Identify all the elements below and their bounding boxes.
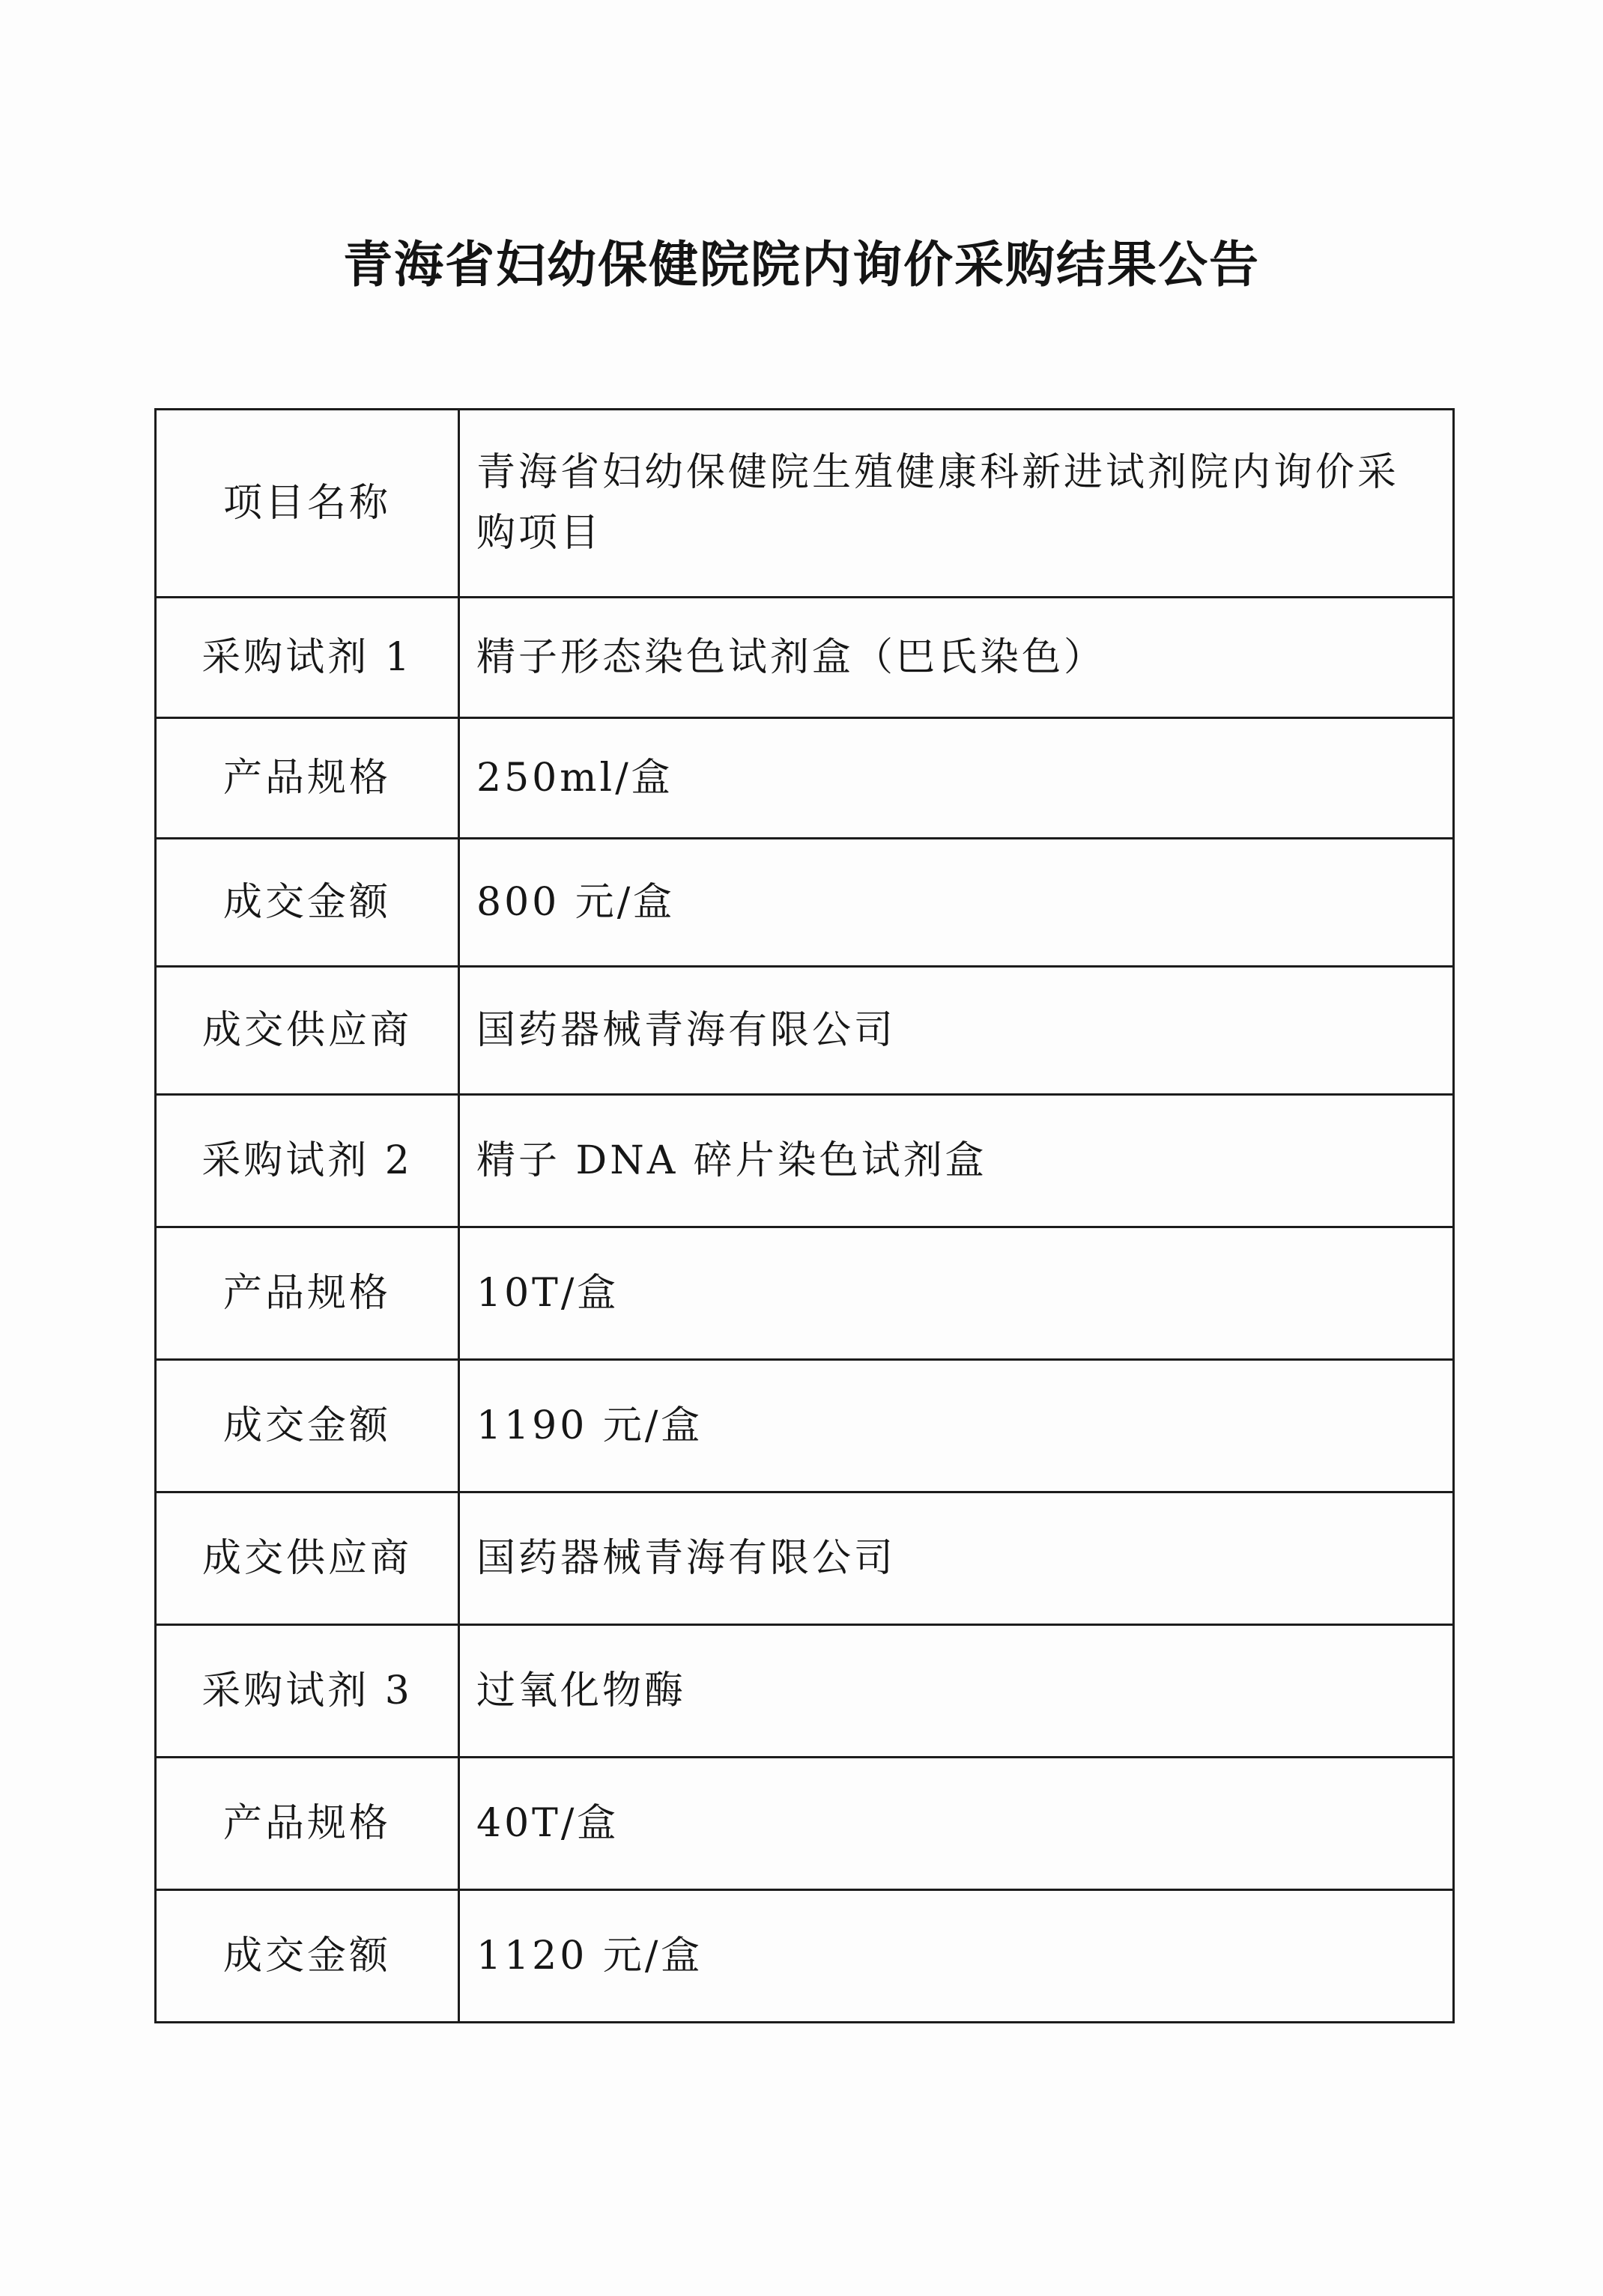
row-label: 成交供应商: [156, 967, 459, 1095]
table-row: [156, 967, 1454, 1095]
table-row: [156, 1095, 1454, 1227]
row-value: 过氧化物酶: [459, 1625, 1454, 1758]
procurement-result-table: [154, 408, 1455, 2023]
table-row: [156, 1758, 1454, 1890]
row-label: 项目名称: [156, 410, 459, 598]
table-row: [156, 1890, 1454, 2023]
page-title: 青海省妇幼保健院院内询价采购结果公告: [343, 236, 1260, 294]
table-row: [156, 1492, 1454, 1625]
row-label: 成交金额: [156, 839, 459, 967]
row-label: 成交金额: [156, 1360, 459, 1492]
table-row: [156, 839, 1454, 967]
table-row: [156, 1227, 1454, 1360]
row-label: 产品规格: [156, 718, 459, 839]
row-value: 250ml/盒: [459, 718, 1454, 839]
table-row: [156, 598, 1454, 718]
table-row: [156, 718, 1454, 839]
row-value: 青海省妇幼保健院生殖健康科新进试剂院内询价采购项目: [459, 410, 1454, 598]
row-value: 1190 元/盒: [459, 1360, 1454, 1492]
row-label: 成交金额: [156, 1890, 459, 2023]
row-label: 产品规格: [156, 1227, 459, 1360]
row-value: 精子形态染色试剂盒（巴氏染色）: [459, 598, 1454, 718]
row-label: 采购试剂 1: [156, 598, 459, 718]
row-label: 采购试剂 2: [156, 1095, 459, 1227]
row-label: 采购试剂 3: [156, 1625, 459, 1758]
table-row: [156, 1625, 1454, 1758]
table-row: [156, 1360, 1454, 1492]
table-row: [156, 410, 1454, 598]
row-value: 1120 元/盒: [459, 1890, 1454, 2023]
row-value: 国药器械青海有限公司: [459, 967, 1454, 1095]
row-label: 成交供应商: [156, 1492, 459, 1625]
row-value: 40T/盒: [459, 1758, 1454, 1890]
row-value: 800 元/盒: [459, 839, 1454, 967]
row-value: 10T/盒: [459, 1227, 1454, 1360]
row-value: 精子 DNA 碎片染色试剂盒: [459, 1095, 1454, 1227]
row-value: 国药器械青海有限公司: [459, 1492, 1454, 1625]
row-label: 产品规格: [156, 1758, 459, 1890]
